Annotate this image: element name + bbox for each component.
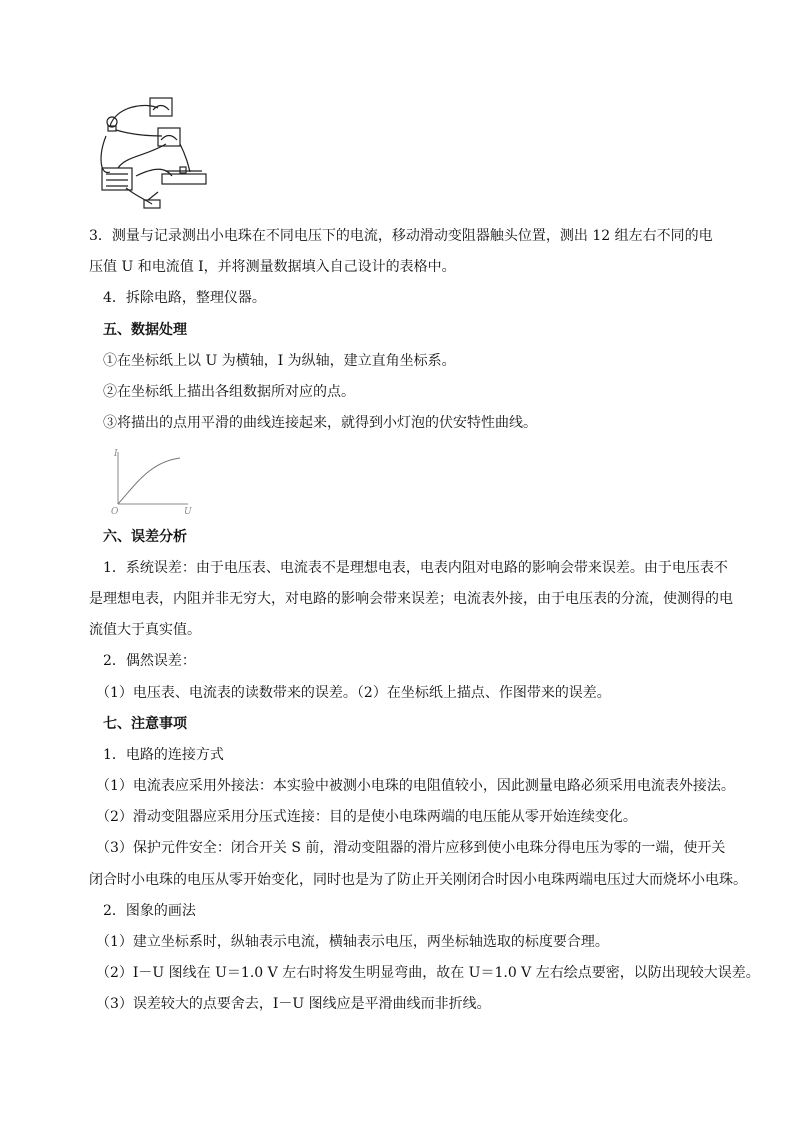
- circuit-apparatus-figure: [96, 96, 208, 214]
- section7-sub2-item-1: （1）建立坐标系时，纵轴表示电流，横轴表示电压，两坐标轴选取的标度要合理。: [96, 934, 609, 950]
- iu-curve-graph: [108, 446, 194, 516]
- section7-sub2-item-2: （2）I－U 图线在 U＝1.0 V 左右时将发生明显弯曲，故在 U＝1.0 V 左右绘点要密，以防出现较大误差。: [96, 965, 760, 981]
- system-error-line2: 是理想电表，内阻并非无穷大，对电路的影响会带来误差；电流表外接，由于电压表的分流，使测得的电: [89, 591, 733, 607]
- section5-item-1: ①在坐标纸上以 U 为横轴，I 为纵轴，建立直角坐标系。: [103, 353, 456, 369]
- section7-sub2-item-3: （3）误差较大的点要舍去，I－U 图线应是平滑曲线而非折线。: [96, 996, 491, 1012]
- section7-sub1-title: 1．电路的连接方式: [103, 747, 224, 763]
- section7-sub2-title: 2．图象的画法: [103, 903, 196, 919]
- x-axis-label: U: [184, 507, 192, 516]
- section6-title: 六、误差分析: [103, 529, 187, 545]
- section7-sub1-item-3-cont: 闭合时小电珠的电压从零开始变化，同时也是为了防止开关刚闭合时因小电珠两端电压过大而烧坏小电珠。: [89, 872, 747, 888]
- section7-title: 七、注意事项: [103, 716, 187, 732]
- random-error-title: 2．偶然误差：: [103, 653, 196, 669]
- section5-item-3: ③将描出的点用平滑的曲线连接起来，就得到小灯泡的伏安特性曲线。: [103, 415, 537, 431]
- system-error-line1: 1．系统误差：由于电压表、电流表不是理想电表，电表内阻对电路的影响会带来误差。由于电压表不: [103, 560, 728, 576]
- section7-sub1-item-3: （3）保护元件安全：闭合开关 S 前，滑动变阻器的滑片应移到使小电珠分得电压为零的一端，使开关: [96, 840, 726, 856]
- y-axis-label: I: [114, 449, 118, 459]
- section5-title: 五、数据处理: [103, 322, 187, 338]
- step3-line2: 压值 U 和电流值 I，并将测量数据填入自己设计的表格中。: [89, 259, 456, 275]
- section5-item-2: ②在坐标纸上描出各组数据所对应的点。: [103, 384, 355, 400]
- section7-sub1-item-2: （2）滑动变阻器应采用分压式连接：目的是使小电珠两端的电压能从零开始连续变化。: [96, 809, 637, 825]
- origin-label: O: [111, 507, 119, 516]
- step3-line1: 3．测量与记录测出小电珠在不同电压下的电流，移动滑动变阻器触头位置，测出 12 组左右不同的电: [89, 228, 713, 244]
- iu-curve: [118, 458, 180, 504]
- random-error-detail: （1）电压表、电流表的读数带来的误差。（2）在坐标纸上描点、作图带来的误差。: [96, 685, 611, 701]
- section7-sub1-item-1: （1）电流表应采用外接法：本实验中被测小电珠的电阻值较小，因此测量电路必须采用电流表外接法。: [96, 778, 735, 794]
- system-error-line3: 流值大于真实值。: [89, 622, 201, 638]
- step4-text: 4．拆除电路，整理仪器。: [103, 290, 266, 306]
